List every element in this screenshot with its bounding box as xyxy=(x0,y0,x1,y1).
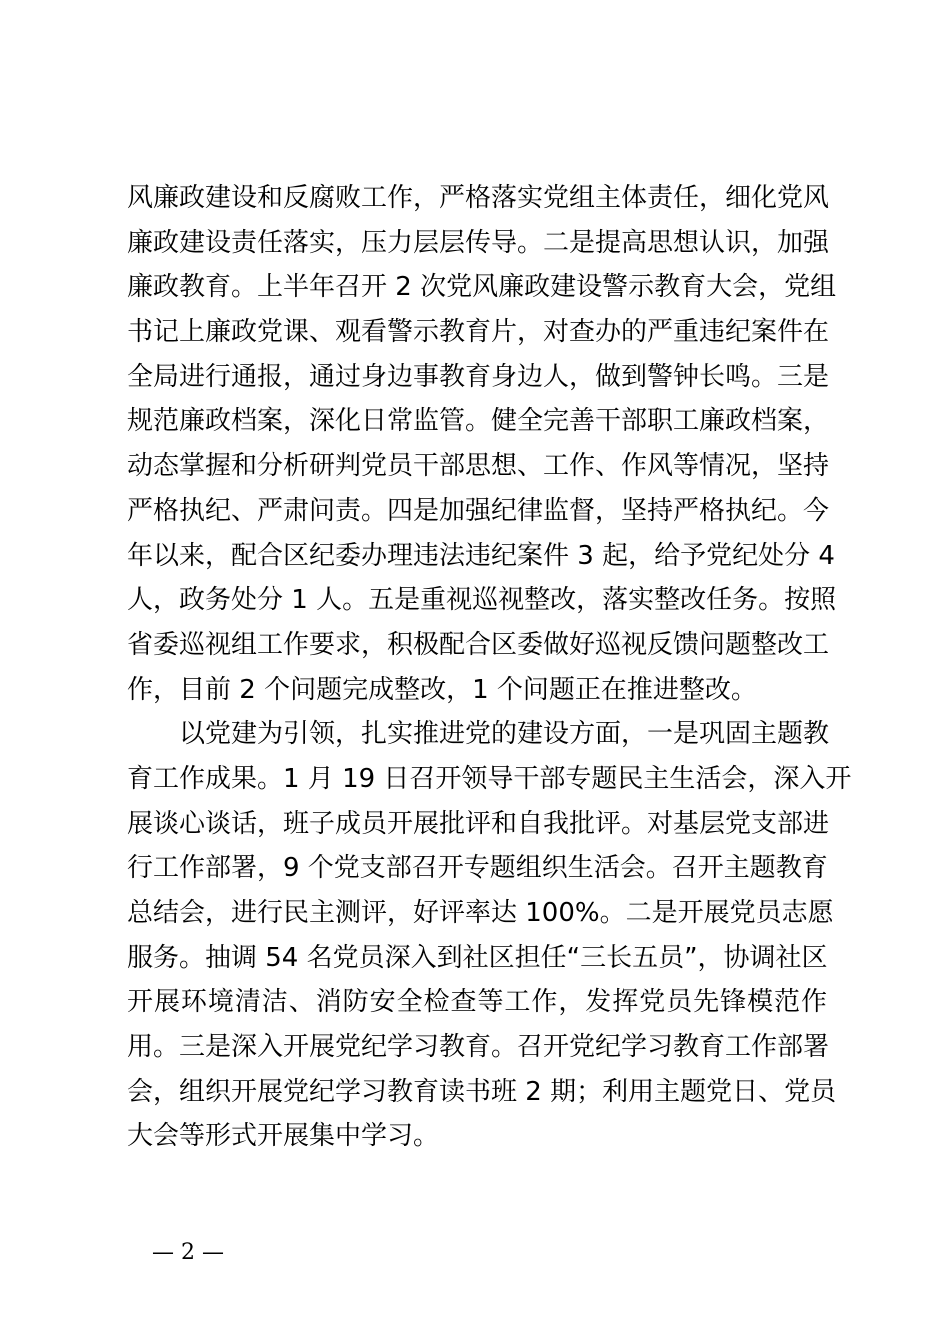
text-line: 严格执纪、严肃问责。四是加强纪律监督，坚持严格执纪。今 xyxy=(127,495,830,526)
paragraph-party-building xyxy=(127,712,852,1159)
text-line: 总结会，进行民主测评，好评率达 100%。二是开展党员志愿 xyxy=(127,898,834,928)
text-line: 会，组织开展党纪学习教育读书班 2 期；利用主题党日、党员 xyxy=(127,1076,837,1107)
text-line: 开展环境清洁、消防安全检查等工作，发挥党员先锋模范作 xyxy=(127,987,827,1018)
text-line: 规范廉政档案，深化日常监管。健全完善干部职工廉政档案， xyxy=(127,406,830,437)
text-line: 书记上廉政党课、观看警示教育片，对查办的严重违纪案件在 xyxy=(127,317,830,348)
text-line: 省委巡视组工作要求，积极配合区委做好巡视反馈问题整改工 xyxy=(127,629,830,660)
text-line: 全局进行通报，通过身边事教育身边人，做到警钟长鸣。三是 xyxy=(127,361,830,392)
text-line: 风廉政建设和反腐败工作，严格落实党组主体责任，细化党风 xyxy=(127,183,830,213)
text-line: 以党建为引领，扎实推进党的建设方面，一是巩固主题教 xyxy=(179,719,830,750)
document-body xyxy=(127,176,852,1159)
text-line: 行工作部署，9 个党支部召开专题组织生活会。召开主题教育 xyxy=(127,853,828,884)
text-line: 展谈心谈话，班子成员开展批评和自我批评。对基层党支部进 xyxy=(127,808,830,839)
text-line: 作，目前 2 个问题完成整改，1 个问题正在推进整改。 xyxy=(127,674,757,705)
page-number: — 2 — xyxy=(152,1240,224,1265)
text-line: 年以来，配合区纪委办理违法违纪案件 3 起，给予党纪处分 4 xyxy=(127,540,835,571)
text-line: 廉政建设责任落实，压力层层传导。二是提高思想认识，加强 xyxy=(127,227,830,258)
text-line: 人，政务处分 1 人。五是重视巡视整改，落实整改任务。按照 xyxy=(127,585,837,616)
text-line: 大会等形式开展集中学习。 xyxy=(127,1121,440,1152)
text-line: 用。三是深入开展党纪学习教育。召开党纪学习教育工作部署 xyxy=(127,1032,830,1063)
text-line: 动态掌握和分析研判党员干部思想、工作、作风等情况，坚持 xyxy=(127,451,830,482)
text-line: 育工作成果。1 月 19 日召开领导干部专题民主生活会，深入开 xyxy=(127,763,852,794)
paragraph-party-conduct xyxy=(127,176,837,712)
text-line: 廉政教育。上半年召开 2 次党风廉政建设警示教育大会，党组 xyxy=(127,272,837,303)
text-line: 服务。抽调 54 名党员深入到社区担任“三长五员”，协调社区 xyxy=(127,942,828,973)
